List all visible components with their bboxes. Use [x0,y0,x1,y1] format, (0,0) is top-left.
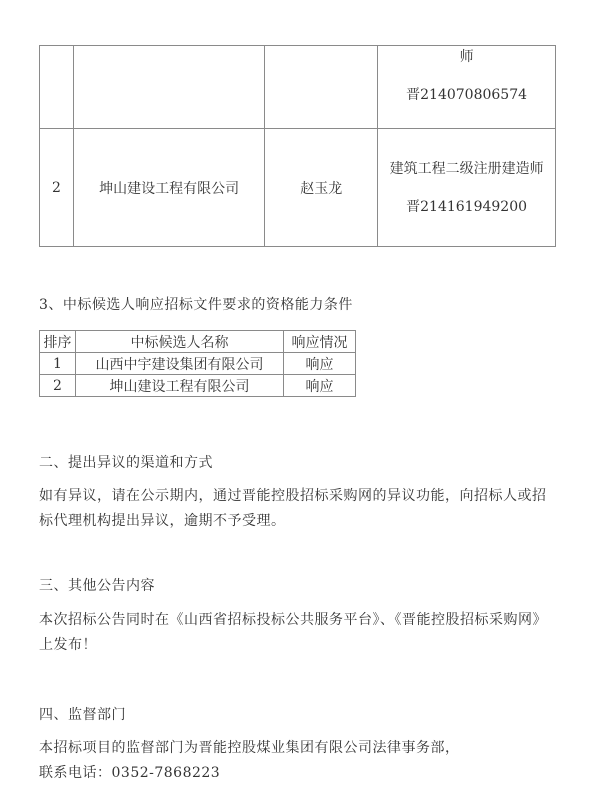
qualification-title: 建筑工程二级注册建造师 [389,160,544,177]
company-name: 坤山建设工程有限公司 [76,375,284,397]
qualification-title: 师 [459,49,474,65]
response-status: 响应 [284,375,356,397]
qualification-cell [378,46,556,129]
table-header-row [40,331,356,353]
qualification-response-table [39,330,356,397]
column-header: 响应情况 [284,331,356,353]
certificate-number: 晋214161949200 [406,198,528,215]
objection-title: 二、提出异议的渠道和方式 [39,455,213,471]
company-name: 山西中宇建设集团有限公司 [76,353,284,375]
company-name [73,46,265,129]
company-name: 坤山建设工程有限公司 [73,129,265,247]
person-name: 赵玉龙 [265,129,378,247]
table-row [40,375,356,397]
table-row [40,129,556,247]
response-status: 响应 [284,353,356,375]
other-title: 三、其他公告内容 [39,578,155,594]
supervision-title: 四、监督部门 [39,707,126,723]
supervision-text: 本招标项目的监督部门为晋能控股煤业集团有限公司法律事务部， [39,740,460,756]
objection-text: 如有异议，请在公示期内，通过晋能控股招标采购网的异议功能，向招标人或招标代理机构提出异议，逾期不予受理。 [39,488,547,529]
row-number [40,46,74,129]
section3-title: 3、中标候选人响应招标文件要求的资格能力条件 [39,297,353,313]
table-row [40,353,356,375]
contact-phone: 联系电话：0352-7868223 [39,765,221,781]
certificate-number: 晋214070806574 [406,87,528,103]
qualification-cell [378,129,556,247]
other-text: 本次招标公告同时在《山西省招标投标公共服务平台》、《晋能控股招标采购网》上发布！ [39,612,547,653]
column-header: 排序 [40,331,76,353]
candidate-table [39,45,556,247]
column-header: 中标候选人名称 [76,331,284,353]
rank: 1 [40,353,76,375]
rank: 2 [40,375,76,397]
table-row [40,46,556,129]
person-name [265,46,378,129]
row-number: 2 [40,129,74,247]
